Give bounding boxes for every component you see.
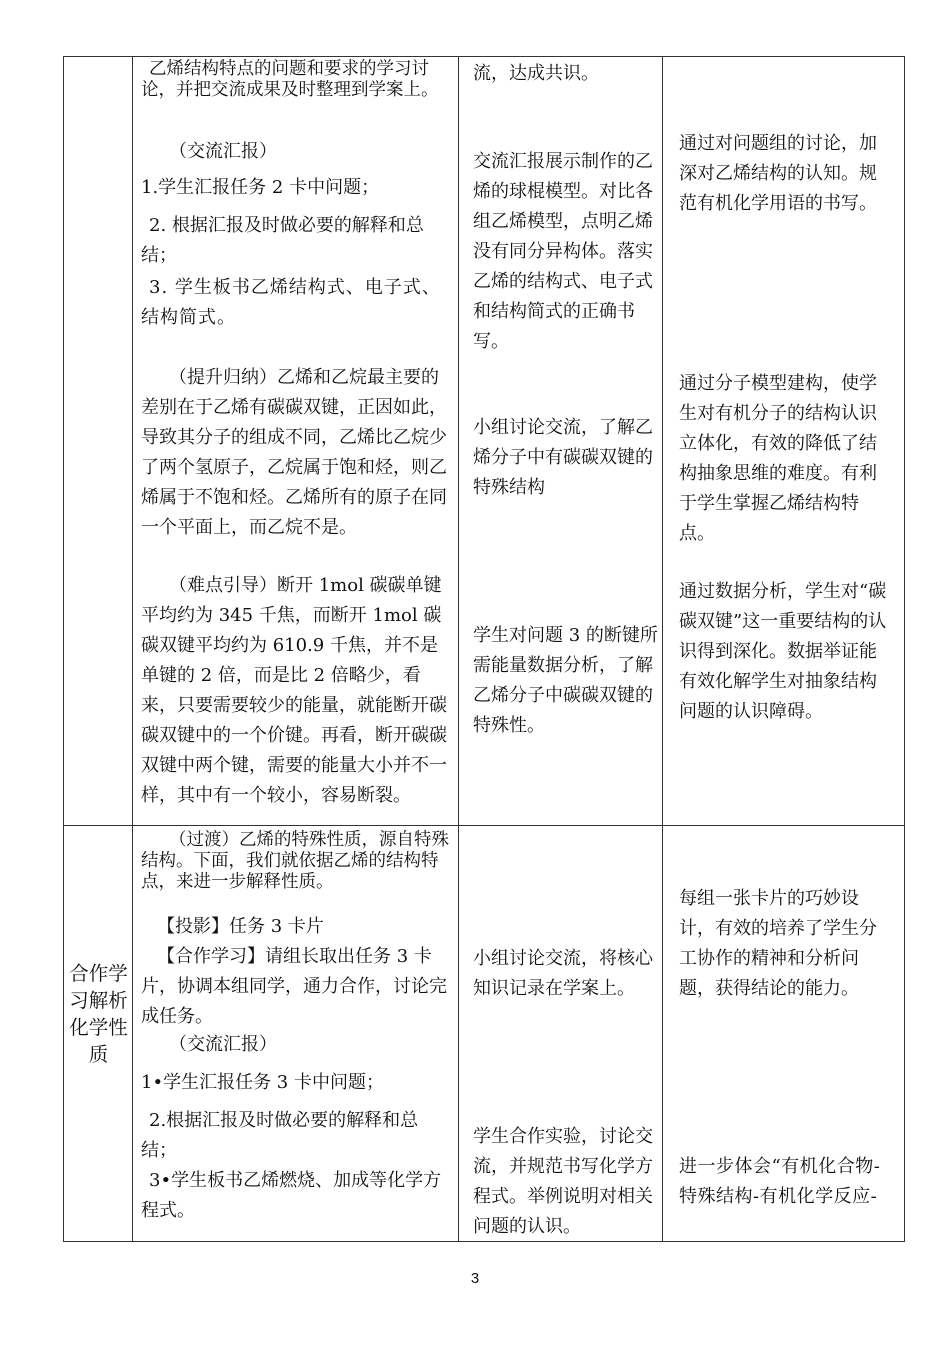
stage-cell-empty (64, 57, 133, 826)
teacher-text: （交流汇报） (169, 141, 277, 162)
intent-text: 每组一张卡片的巧妙设计，有效的培养了学生分工协作的精神和分析问题，获得结论的能力。 (679, 888, 877, 999)
design-intent-cell (663, 826, 905, 1242)
student-text: 流，达成共识。 (473, 63, 599, 84)
teacher-text: 3. 学生板书乙烯结构式、电子式、结构简式。 (141, 277, 441, 328)
teacher-text: （过渡）乙烯的特殊性质，源自特殊结构。下面，我们就依据乙烯的结构特点，来进一步解释性质。 (141, 830, 449, 892)
stage-label: 合作学习解析化学性质 (69, 962, 128, 1066)
intent-text: 通过分子模型建构，使学生对有机分子的结构认识立体化，有效的降低了结构抽象思维的难度。有利于学生掌握乙烯结构特点。 (679, 373, 877, 544)
table-row-structure (64, 57, 905, 826)
teacher-text: 【投影】任务 3 卡片 (157, 916, 324, 937)
stage-cell (64, 826, 133, 1242)
teacher-activity-cell (133, 826, 459, 1242)
teacher-text: 【合作学习】请组长取出任务 3 卡片，协调本组同学，通力合作，讨论完成任务。 (141, 946, 447, 1027)
teacher-text: （交流汇报） (169, 1034, 277, 1055)
student-text: 学生合作实验，讨论交流，并规范书写化学方程式。举例说明对相关问题的认识。 (473, 1126, 653, 1237)
student-text: 学生对问题 3 的断键所需能量数据分析，了解乙烯分子中碳碳双键的特殊性。 (473, 625, 658, 736)
teacher-activity-cell (133, 57, 459, 826)
teacher-text: （难点引导）断开 1mol 碳碳单键平均约为 345 千焦，而断开 1mol 碳碳双键平均约为 610.9 千焦，并不是单键的 2 倍，而是比 2 倍略少，看来，只要需要较少的能量，就能断开碳碳双键中的一个价键。再看，断开碳碳双键中两个键，需要的能量大小并不一样，其中有一个较小，容易断裂。 (141, 575, 447, 806)
student-activity-cell (459, 826, 663, 1242)
teacher-text: 2. 根据汇报及时做必要的解释和总结； (141, 215, 424, 266)
design-intent-cell (663, 57, 905, 826)
student-text: 小组讨论交流，将核心知识记录在学案上。 (473, 948, 653, 999)
lesson-plan-table (63, 56, 905, 1242)
page-number: 3 (470, 1270, 480, 1287)
teacher-text: 1.学生汇报任务 2 卡中问题； (141, 177, 380, 198)
intent-text: 通过对问题组的讨论，加深对乙烯结构的认知。规范有机化学用语的书写。 (679, 133, 877, 214)
student-text: 小组讨论交流，了解乙烯分子中有碳碳双键的特殊结构 (473, 417, 653, 498)
teacher-text: （提升归纳）乙烯和乙烷最主要的差别在于乙烯有碳碳双键，正因如此，导致其分子的组成不同，乙烯比乙烷少了两个氢原子，乙烷属于饱和烃，则乙烯属于不饱和烃。乙烯所有的原子在同一个平面上，而乙烷不是。 (141, 367, 447, 538)
table-row-properties (64, 826, 905, 1242)
student-activity-cell (459, 57, 663, 826)
intent-text: 通过数据分析，学生对“碳碳双键”这一重要结构的认识得到深化。数据举证能有效化解学生对抽象结构问题的认识障碍。 (679, 581, 887, 722)
intent-text: 进一步体会“有机化合物-特殊结构-有机化学反应- (679, 1156, 881, 1207)
teacher-text: 2.根据汇报及时做必要的解释和总结； (141, 1110, 419, 1161)
teacher-text: 1•学生汇报任务 3 卡中问题； (141, 1072, 384, 1093)
teacher-text: 3•学生板书乙烯燃烧、加成等化学方程式。 (141, 1170, 442, 1221)
student-text: 交流汇报展示制作的乙烯的球棍模型。对比各组乙烯模型，点明乙烯没有同分异构体。落实乙烯的结构式、电子式和结构简式的正确书写。 (473, 151, 653, 352)
teacher-text: 乙烯结构特点的问题和要求的学习讨论，并把交流成果及时整理到学案上。 (141, 59, 439, 100)
